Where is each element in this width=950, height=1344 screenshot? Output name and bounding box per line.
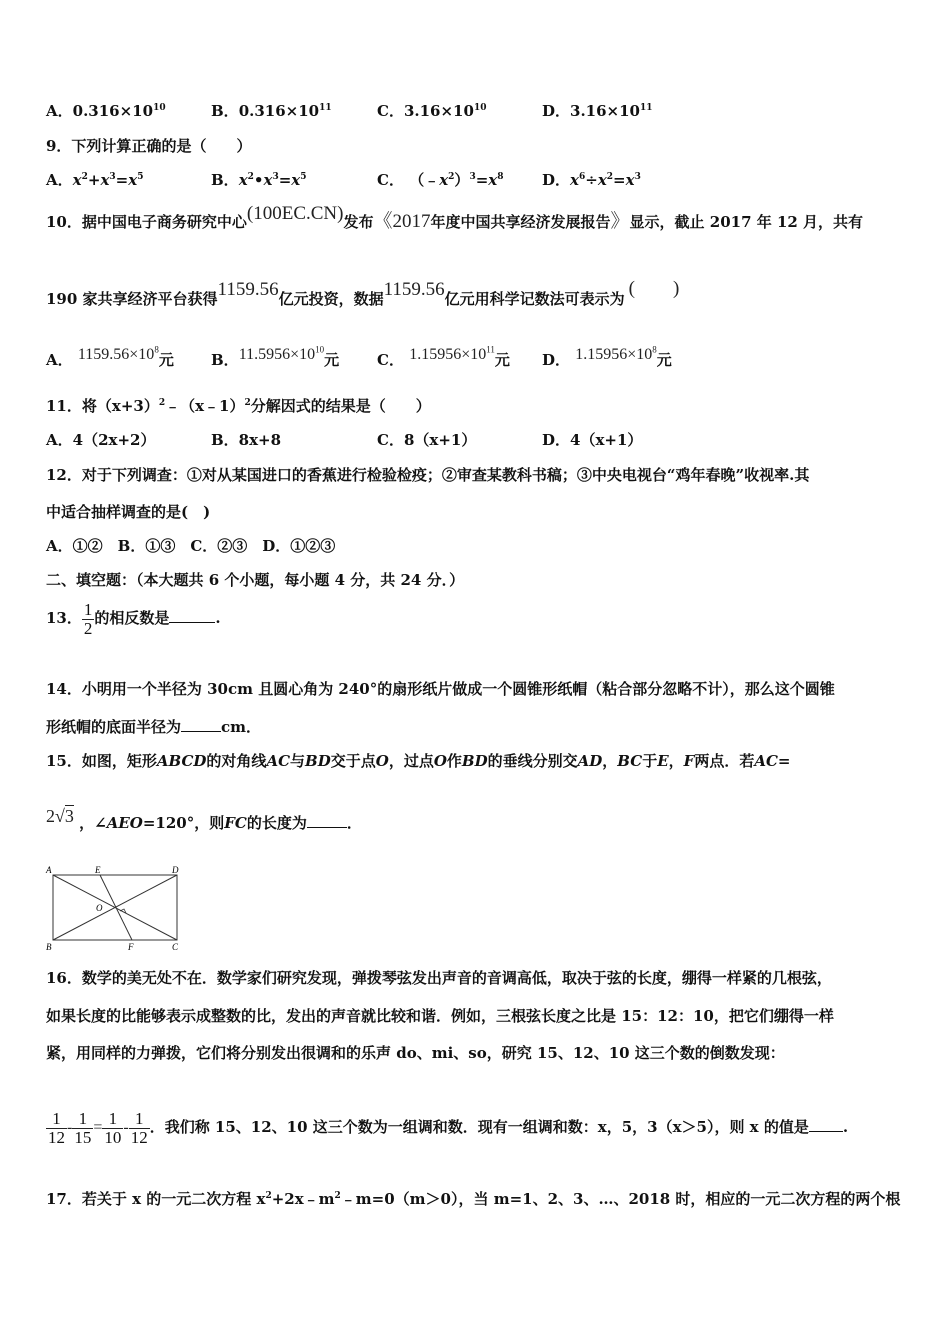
fig-label-b: B [46, 942, 52, 952]
q16-fraction-4: $\frac{1}{12}$ [130, 1108, 148, 1147]
fig-label-e: E [95, 865, 101, 875]
q14-line1: 14．小明用一个半径为 30cm 且圆心角为 240°的扇形纸片做成一个圆锥形纸帽（粘合部分忽略不计），那么这个圆锥 [46, 680, 835, 698]
q13-answer-blank[interactable] [169, 608, 215, 623]
q9-stem: 9．下列计算正确的是（ ） [46, 137, 252, 155]
q11-option-b[interactable]: B．8x+8 [211, 431, 282, 449]
q16-line3: 紧，用同样的力弹拨，它们将分别发出很调和的乐声 do、mi、so，研究 15、12、10 这三个数的倒数发现： [46, 1044, 785, 1062]
fig-label-d: D [172, 865, 179, 875]
section-2-heading: 二、填空题：（本大题共 6 个小题，每小题 4 分，共 24 分．） [46, 571, 465, 589]
q10-option-d[interactable]: D． $1.15956\times 10^8$元 [542, 344, 672, 369]
q14-answer-blank[interactable] [181, 717, 221, 732]
q10-option-c[interactable]: C． $1.15956\times 10^{11}$元 [377, 344, 510, 369]
q14-line2: 形纸帽的底面半径为 cm． [46, 718, 262, 736]
q15-figure-svg [44, 862, 194, 954]
q9-option-c[interactable]: C． $(﹣x^2)^3=x^8$ [377, 171, 504, 189]
q10-line2: 190 家共享经济平台获得1159.56亿元投资，数据1159.56亿元用科学记数法可表示为 ( ) [46, 278, 680, 308]
q16-line4: $\frac{1}{12}$ - $\frac{1}{15}$ = $\frac{1}{10}$ - $\frac{1}{12}$ ．我们称 15、12、10 这三个数为一组调和数．现有一组调和数：x，5，3（x＞5），则 x 的值是 . [48, 1108, 849, 1147]
q16-fraction-1: $\frac{1}{12}$ [48, 1108, 65, 1147]
q10-line1: 10．据中国电子商务研究中心(100EC.CN)发布《2017年度中国共享经济发展报告》显示，截止 2017 年 12 月，共有 [46, 203, 864, 232]
q8-option-d[interactable]: D．$3.16\times 10^{11}$ [542, 102, 653, 120]
q15-answer-blank[interactable] [307, 813, 347, 828]
q15-line1: 15．如图，矩形ABCD的对角线AC与BD交于点O，过点O作BD的垂线分别交AD，BC于E，F两点．若AC= [46, 752, 791, 770]
q15-rectangle-figure [44, 862, 194, 954]
q11-option-c[interactable]: C．8（x+1） [377, 431, 477, 449]
q11-option-a[interactable]: A．4（2x+2） [46, 431, 156, 449]
q8-option-b[interactable]: B．$0.316\times 10^{11}$ [211, 102, 332, 120]
fig-label-c: C [172, 942, 179, 952]
q15-radical: 2√3 [46, 806, 74, 826]
q16-fraction-3: $\frac{1}{10}$ [104, 1108, 122, 1147]
q17-line1: 17．若关于 x 的一元二次方程 $x^2+2x﹣m^2﹣m=0(m>0)$，当 m=1、2、3、…、2018 时，相应的一元二次方程的两个根 [46, 1190, 901, 1208]
fig-label-a: A [46, 865, 52, 875]
q16-answer-blank[interactable] [809, 1117, 843, 1132]
q8-option-a[interactable]: A．$0.316\times 10^{10}$ [46, 102, 166, 120]
q16-line1: 16．数学的美无处不在．数学家们研究发现，弹拨琴弦发出声音的音调高低，取决于弦的长度，绷得一样紧的几根弦， [46, 969, 832, 987]
fig-label-f: F [128, 942, 134, 952]
q16-line2: 如果长度的比能够表示成整数的比，发出的声音就比较和谐．例如，三根弦长度之比是 15：12：10，把它们绷得一样 [46, 1007, 834, 1025]
q10-org: (100EC.CN) [246, 203, 344, 224]
q12-options[interactable]: A．①② B．①③ C．②③ D．①②③ [46, 537, 336, 555]
q9-option-d[interactable]: D．$x^6\div x^2=x^3$ [542, 171, 641, 189]
q9-option-a[interactable]: A．$x^2+x^3=x^5$ [46, 171, 144, 189]
q11-stem: 11．将$(x+3)^2﹣(x﹣1)^2$分解因式的结果是（ ） [46, 397, 431, 415]
q13-fraction: $\frac{1}{2}$ [83, 599, 93, 638]
q12-line2: 中适合抽样调查的是( ) [46, 503, 211, 521]
q8-option-c[interactable]: C．$3.16\times 10^{10}$ [377, 102, 487, 120]
q13: 13． $\frac{1}{2}$ 的相反数是 . [46, 599, 221, 638]
segment-ef [100, 875, 132, 940]
fig-label-o: O [96, 903, 103, 913]
q10-option-b[interactable]: B．$11.5956\times 10^{10}$元 [211, 344, 340, 369]
q11-option-d[interactable]: D．4（x+1） [542, 431, 643, 449]
q16-fraction-2: $\frac{1}{15}$ [74, 1108, 92, 1147]
q9-option-b[interactable]: B．$x^2•x^3=x^5$ [211, 171, 307, 189]
q12-line1: 12．对于下列调查：①对从某国进口的香蕉进行检验检疫；②审查某教科书稿；③中央电视台“鸡年春晚”收视率.其 [46, 466, 810, 484]
q10-option-a[interactable]: A． $1159.56\times 10^8$元 [46, 344, 174, 369]
q15-line2: 2√3 ，∠AEO=120°，则FC的长度为 ． [46, 806, 362, 832]
